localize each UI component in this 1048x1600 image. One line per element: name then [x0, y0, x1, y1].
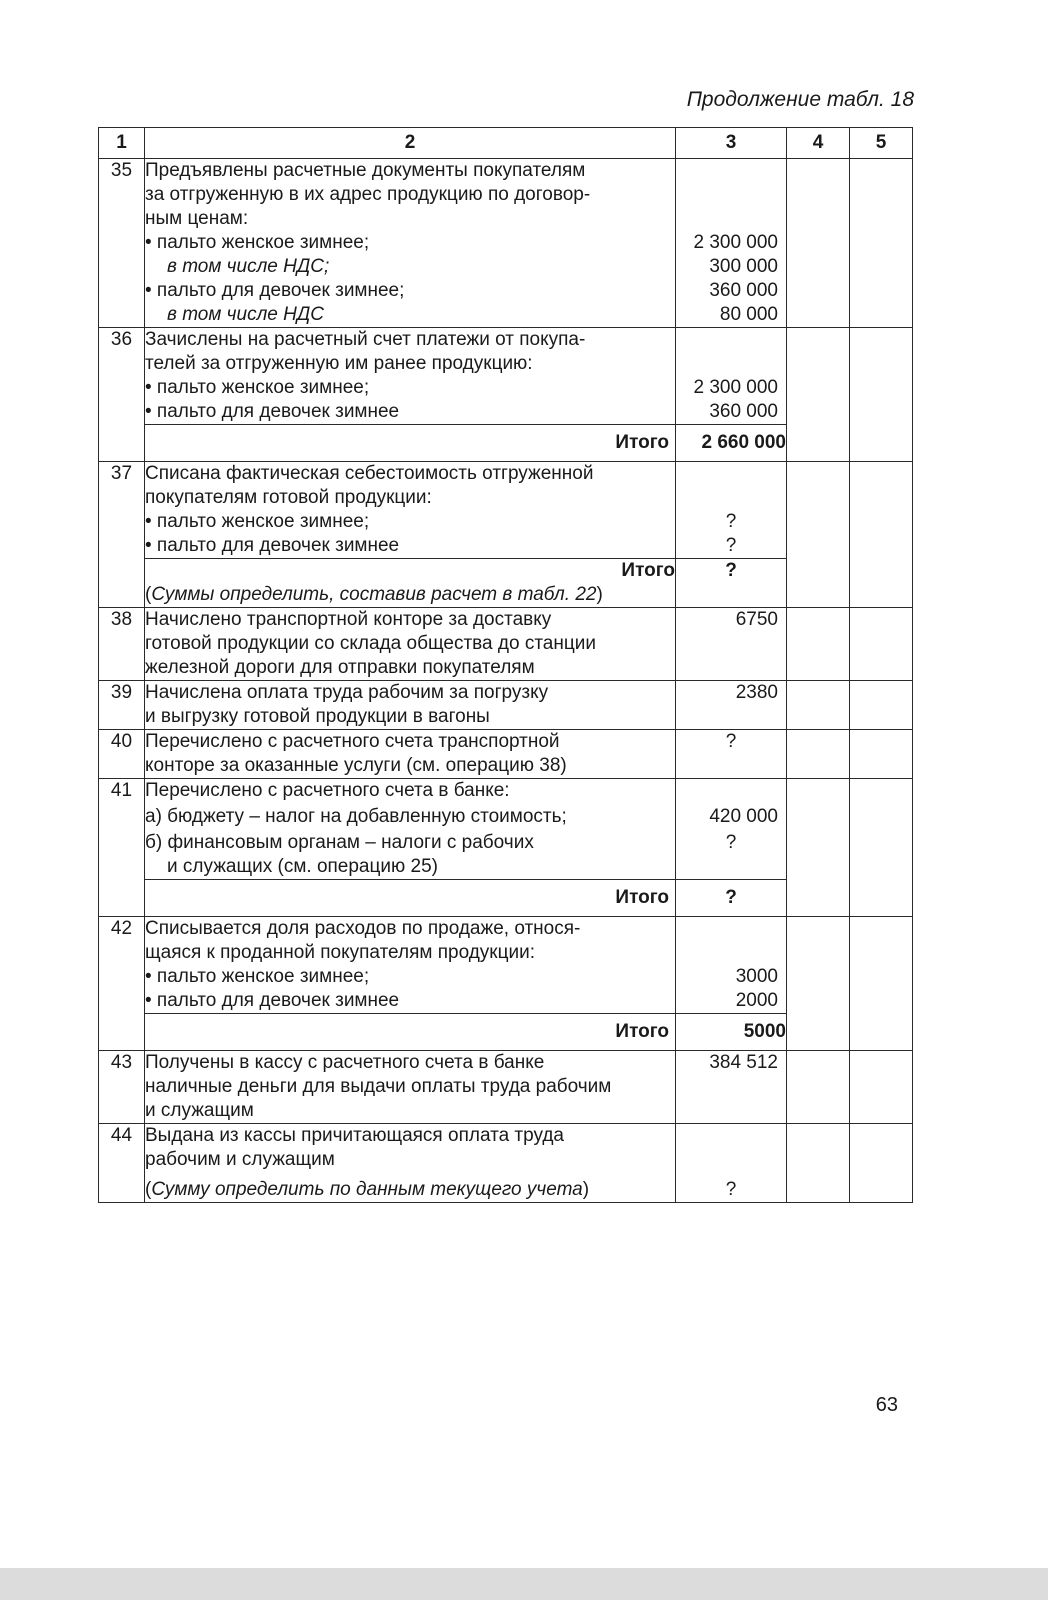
table-row — [99, 462, 913, 559]
total-label: Итого — [621, 560, 675, 581]
amount-cell — [676, 779, 787, 880]
description-line: Зачислены на расчетный счет платежи от покупа- — [145, 329, 586, 350]
note-text: Сумму определить по данным текущего учета — [151, 1179, 583, 1200]
table-header-row — [99, 128, 913, 159]
total-label: Итого — [145, 880, 676, 917]
page-number: 63 — [875, 1394, 898, 1416]
row-number: 42 — [99, 917, 145, 1051]
empty-cell — [787, 681, 850, 730]
empty-cell — [787, 328, 850, 462]
operation-description — [145, 1124, 676, 1203]
empty-cell — [850, 1051, 913, 1124]
amount-value: ? — [725, 1179, 737, 1200]
item-label: • пальто для девочек зимнее — [145, 401, 400, 422]
operations-table — [98, 127, 913, 1203]
row-number: 39 — [99, 681, 145, 730]
empty-cell — [787, 1124, 850, 1203]
table-row — [99, 1051, 913, 1124]
amount-value: 2380 — [735, 682, 778, 703]
row-number: 44 — [99, 1124, 145, 1203]
total-label: Итого — [145, 425, 676, 462]
description-line: покупателям готовой продукции: — [145, 487, 432, 508]
amount-value: ? — [725, 731, 737, 752]
description-line: рабочим и служащим — [145, 1149, 335, 1170]
header-cell: 2 — [145, 128, 676, 159]
operation-description — [145, 159, 676, 328]
operation-description — [145, 917, 676, 1014]
table-row — [99, 608, 913, 681]
amount-value: 300 000 — [709, 256, 778, 277]
empty-cell — [787, 917, 850, 1051]
total-value: 2 660 000 — [676, 425, 787, 462]
description-line: щаяся к проданной покупателям продукции: — [145, 942, 536, 963]
total-value: ? — [725, 560, 737, 581]
operation-description — [145, 1051, 676, 1124]
empty-cell — [787, 462, 850, 608]
item-label: • пальто женское зимнее; — [145, 377, 370, 398]
description-line: и служащим — [145, 1100, 254, 1121]
item-label: • пальто женское зимнее; — [145, 511, 370, 532]
row-number: 36 — [99, 328, 145, 462]
amount-value: 360 000 — [709, 401, 778, 422]
header-cell: 3 — [676, 128, 787, 159]
item-label: • пальто женское зимнее; — [145, 966, 370, 987]
description-line: Предъявлены расчетные документы покупателям — [145, 160, 586, 181]
amount-cell — [676, 328, 787, 425]
amount-cell — [676, 608, 787, 681]
amount-value: ? — [725, 511, 737, 532]
item-label: а) бюджету – налог на добавленную стоимость; — [145, 806, 567, 827]
row-number: 43 — [99, 1051, 145, 1124]
table-row — [99, 730, 913, 779]
note-paren: ( — [145, 1179, 152, 1200]
item-label: • пальто женское зимнее; — [145, 232, 370, 253]
item-label: • пальто для девочек зимнее — [145, 535, 400, 556]
empty-cell — [850, 730, 913, 779]
description-line: железной дороги для отправки покупателям — [145, 657, 535, 678]
description-line: Списывается доля расходов по продаже, относя- — [145, 918, 581, 939]
empty-cell — [850, 608, 913, 681]
amount-value: 80 000 — [719, 304, 778, 325]
empty-cell — [787, 730, 850, 779]
item-label: и служащих (см. операцию 25) — [167, 856, 438, 877]
description-line: готовой продукции со склада общества до станции — [145, 633, 596, 654]
description-line: конторе за оказанные услуги (см. операцию 38) — [145, 755, 567, 776]
empty-cell — [850, 1124, 913, 1203]
total-value: 5000 — [676, 1014, 787, 1051]
amount-cell — [676, 462, 787, 559]
amount-value: 2 300 000 — [693, 232, 778, 253]
item-label: • пальто для девочек зимнее — [145, 990, 400, 1011]
description-line: за отгруженную в их адрес продукцию по договор- — [145, 184, 591, 205]
table-caption: Продолжение табл. 18 — [686, 88, 914, 111]
empty-cell — [850, 328, 913, 462]
description-line: наличные деньги для выдачи оплаты труда рабочим — [145, 1076, 612, 1097]
amount-value: ? — [725, 535, 737, 556]
row-number: 41 — [99, 779, 145, 917]
operation-description — [145, 779, 676, 880]
amount-cell — [676, 681, 787, 730]
operation-description — [145, 730, 676, 779]
scan-edge-bar — [0, 1568, 1048, 1600]
amount-value: 6750 — [735, 609, 778, 630]
table-row — [99, 779, 913, 880]
empty-cell — [787, 1051, 850, 1124]
calculation-note — [145, 583, 675, 607]
description-line: Перечислено с расчетного счета транспортной — [145, 731, 560, 752]
description-line: Начислено транспортной конторе за доставку — [145, 609, 552, 630]
description-line: Списана фактическая себестоимость отгруженной — [145, 463, 594, 484]
amount-value: 384 512 — [709, 1052, 778, 1073]
empty-cell — [850, 917, 913, 1051]
amount-cell — [676, 559, 787, 608]
note-text: Суммы определить, составив расчет в табл. 22 — [151, 584, 597, 605]
description-line: Получены в кассу с расчетного счета в банке — [145, 1052, 545, 1073]
empty-cell — [850, 779, 913, 917]
amount-value: ? — [725, 832, 737, 853]
amount-value: 2000 — [735, 990, 778, 1011]
description-line: Перечислено с расчетного счета в банке: — [145, 780, 510, 801]
total-with-note — [145, 559, 676, 608]
amount-cell — [676, 730, 787, 779]
amount-value: 3000 — [735, 966, 778, 987]
table-row — [99, 917, 913, 1014]
note-paren: ) — [582, 1179, 590, 1200]
empty-cell — [850, 159, 913, 328]
operation-description — [145, 608, 676, 681]
description-line: Начислена оплата труда рабочим за погрузку — [145, 682, 549, 703]
description-line: Выдана из кассы причитающаяся оплата труда — [145, 1125, 565, 1146]
item-label: в том числе НДС; — [167, 256, 330, 277]
table-row — [99, 1124, 913, 1203]
amount-value: 2 300 000 — [693, 377, 778, 398]
row-number: 37 — [99, 462, 145, 608]
operation-description — [145, 328, 676, 425]
calculation-note — [145, 1178, 675, 1202]
empty-cell — [787, 159, 850, 328]
item-label: в том числе НДС — [167, 304, 324, 325]
row-number: 40 — [99, 730, 145, 779]
empty-cell — [850, 462, 913, 608]
header-cell: 5 — [850, 128, 913, 159]
empty-cell — [787, 608, 850, 681]
item-label: б) финансовым органам – налоги с рабочих — [145, 832, 534, 853]
amount-cell — [676, 1124, 787, 1203]
row-number: 38 — [99, 608, 145, 681]
empty-cell — [850, 681, 913, 730]
total-label: Итого — [145, 1014, 676, 1051]
amount-cell — [676, 159, 787, 328]
amount-value: 360 000 — [709, 280, 778, 301]
operation-description — [145, 681, 676, 730]
amount-value: 420 000 — [709, 806, 778, 827]
note-paren: ( — [145, 584, 152, 605]
amount-cell — [676, 917, 787, 1014]
table-row — [99, 159, 913, 328]
description-line: и выгрузку готовой продукции в вагоны — [145, 706, 490, 727]
table-row — [99, 328, 913, 425]
table-row — [99, 681, 913, 730]
description-line: телей за отгруженную им ранее продукцию: — [145, 353, 533, 374]
row-number: 35 — [99, 159, 145, 328]
total-value: ? — [676, 880, 787, 917]
item-label: • пальто для девочек зимнее; — [145, 280, 405, 301]
description-line: ным ценам: — [145, 208, 249, 229]
amount-cell — [676, 1051, 787, 1124]
empty-cell — [787, 779, 850, 917]
note-paren: ) — [596, 584, 603, 605]
header-cell: 4 — [787, 128, 850, 159]
operation-description — [145, 462, 676, 559]
header-cell: 1 — [99, 128, 145, 159]
